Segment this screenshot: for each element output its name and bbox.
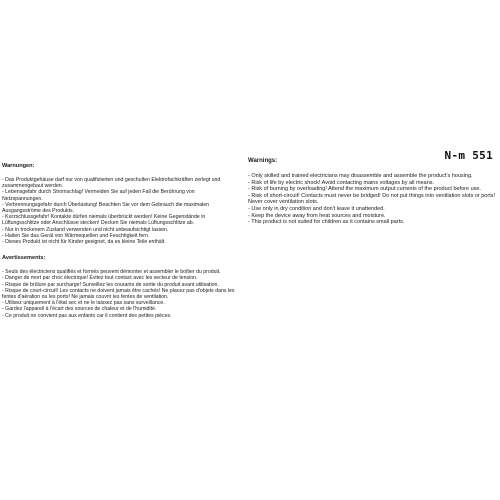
list-item: - Use only in dry condition and don't leave it unattended.: [248, 205, 385, 212]
warnings-de-title: Warnungen:: [2, 163, 35, 169]
list-item: - Lebensgefahr durch Stromschlag! Vermeiden Sie auf jeden Fall die Berührung von Netzspannungen.: [2, 189, 195, 202]
warnings-en-title: Warnings:: [248, 158, 278, 164]
warnings-fr-section: [2, 255, 235, 319]
list-item: - Kurzschlussgefahr! Kontakte dürfen niemals überbrückt werden! Keine Gegenstände in Lüftungsschlitze oder Anschlüsse stecken! Decken Sie niemals Lüftungsschlitze ab.: [2, 214, 206, 227]
list-item: - Risk of life by electric shock! Avoid contacting mains voltages by all means.: [248, 179, 435, 186]
warnings-fr-title: Avertissements:: [2, 255, 46, 262]
list-item: - Keep the device away from heat sources and moisture.: [248, 212, 386, 219]
list-item: - Nur in trockenem Zustand verwenden und nicht unbeaufsichtigt lassen.: [2, 226, 169, 233]
list-item: - Gardez l'appareil à l'écart des sources de chaleur et de l'humidité.: [2, 306, 157, 313]
left-column: [2, 163, 235, 329]
warnings-de-section: [2, 163, 235, 245]
warnings-de-list: [2, 177, 235, 245]
list-item: - Dieses Produkt ist nicht für Kinder geeignet, da es kleine Teile enthält.: [2, 239, 166, 246]
right-column: [248, 158, 498, 236]
list-item: - Danger de mort par choc électrique! Évitez tout contact avec les secteur de tension.: [2, 275, 198, 282]
warnings-fr-list: [2, 269, 235, 319]
list-item: - This product is not suited for children as it contains small parts.: [248, 219, 405, 226]
product-code: N-m 551: [444, 149, 493, 162]
list-item: - Das Produktgehäuse darf nur von qualifizierten und geschulten Elektrofachkräften zerlegt und zusammengebaut werden.: [2, 177, 221, 190]
list-item: - Verbrennungsgefahr durch Überlastung! Beachten Sie vor dem Gebrauch die maximalen Ausgangsströme des Produkts.: [2, 201, 210, 215]
list-item: - Risque de court-circuit! Les contacts ne doivent jamais être cachés! Ne placez pas d'objets dans les fentes d'aération ou les ports! Ne jamais couvrir les fentes de ventilation.: [2, 287, 235, 301]
list-item: - Risk of short-circuit! Contacts must never be bridged! Do not put things into ventilation slots or ports! Never cover ventilation slots.: [248, 192, 496, 206]
list-item: - Risk of burning by overloading! Attend the maximum output currents of the product before use.: [248, 186, 481, 193]
list-item: - Seuls des électriciens qualifiés et formés peuvent démonter et assembler le boîtier du produit.: [2, 269, 221, 276]
list-item: - Halten Sie das Gerät von Wärmequellen und Feuchtigkeit fern.: [2, 232, 150, 239]
list-item: - Ce produit ne convient pas aux enfants car il contient des petites pièces.: [2, 312, 172, 319]
warnings-en-section: [248, 158, 498, 226]
list-item: - Utilisez uniquement à l'état sec et ne le laissez pas sans surveillance.: [2, 300, 165, 307]
list-item: - Only skilled and trained electricians may disassemble and assemble the product's housing.: [248, 173, 473, 179]
list-item: - Risque de brûlure par surcharge! Surveillez les courants de sortie du produit avant utilisation.: [2, 281, 219, 288]
warnings-en-list: [248, 173, 498, 226]
